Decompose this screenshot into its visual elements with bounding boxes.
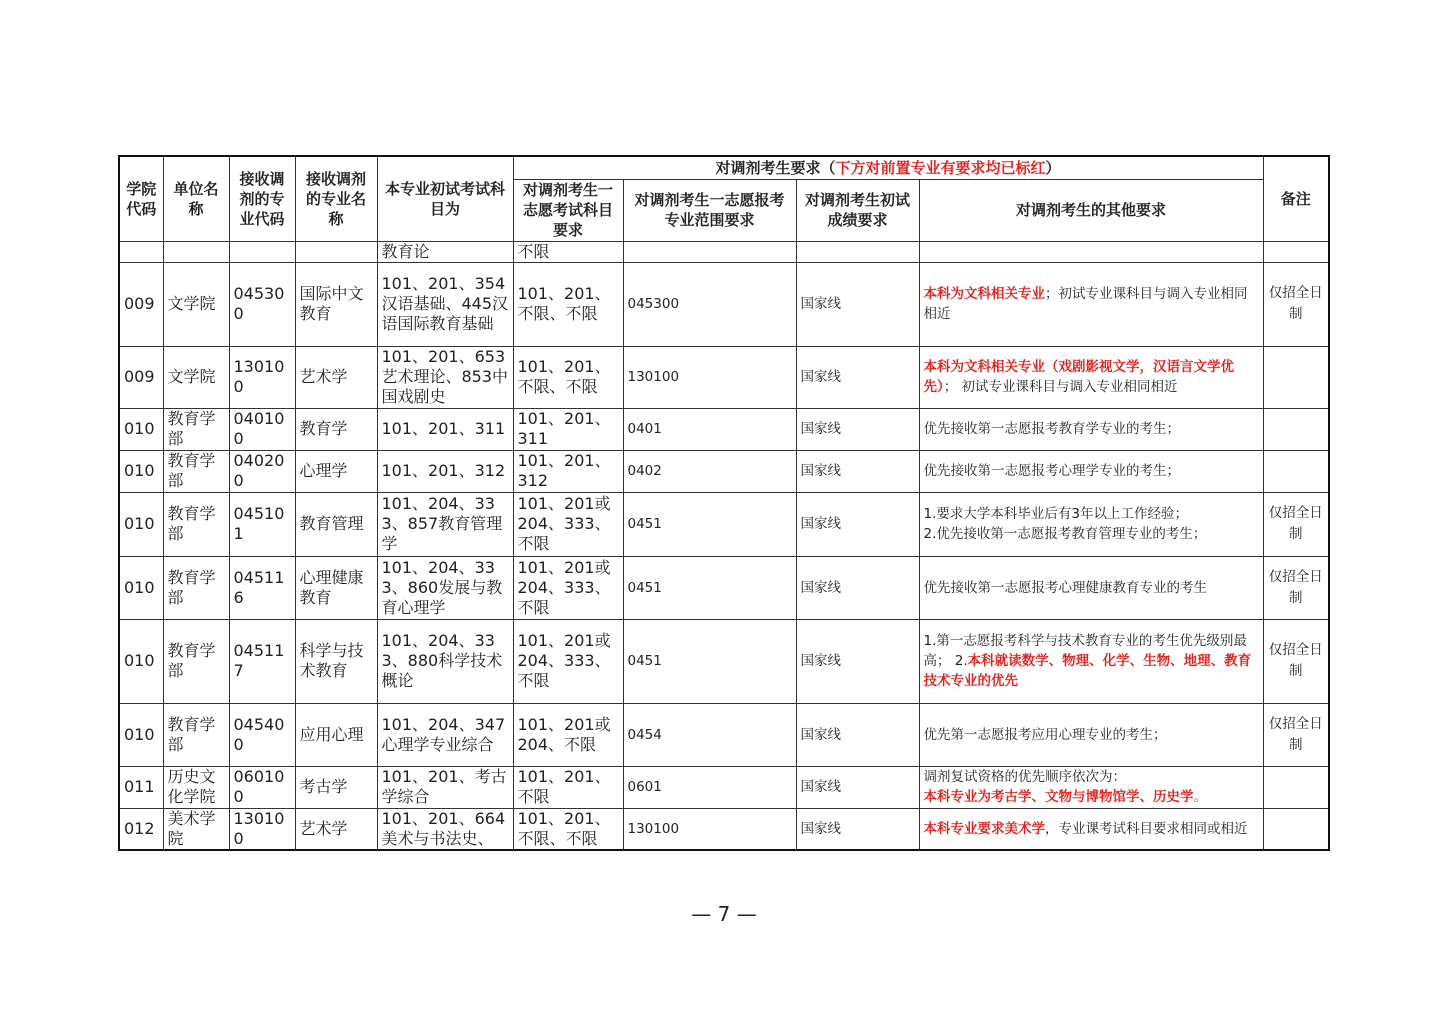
note: [1263, 346, 1329, 408]
table-row: [119, 808, 1329, 850]
req-range: 0451: [623, 492, 796, 556]
header-requirements-group: 对调剂考生要求（下方对前置专业有要求均已标红）: [513, 156, 1263, 179]
req-other: 本科为文科相关专业（戏剧影视文学，汉语言文学优先）； 初试专业课科目与调入专业相同相近: [919, 346, 1263, 408]
exam-subjects: 101、204、333、880科学技术概论: [377, 619, 513, 703]
req-score: 国家线: [796, 703, 919, 766]
table-row: [119, 450, 1329, 492]
req-subjects: 101、201、311: [513, 408, 623, 450]
note: 仅招全日制: [1263, 703, 1329, 766]
carry-subjects: 不限: [513, 241, 623, 262]
exam-subjects: 101、204、333、857教育管理学: [377, 492, 513, 556]
college-code: 010: [119, 703, 163, 766]
req-range: 130100: [623, 808, 796, 850]
college-code: 010: [119, 492, 163, 556]
header-note: 备注: [1263, 156, 1329, 241]
major-name: 应用心理: [295, 703, 377, 766]
table-row: [119, 703, 1329, 766]
note: [1263, 408, 1329, 450]
major-name: 心理健康教育: [295, 556, 377, 619]
req-range: 0401: [623, 408, 796, 450]
req-subjects: 101、201、312: [513, 450, 623, 492]
college-code: 010: [119, 619, 163, 703]
unit-name: 教育学部: [163, 492, 229, 556]
header-req-score: 对调剂考生初试成绩要求: [796, 179, 919, 241]
req-range: 0402: [623, 450, 796, 492]
req-range: 0451: [623, 556, 796, 619]
note: [1263, 450, 1329, 492]
major-code: 060100: [229, 766, 295, 808]
college-code: 009: [119, 346, 163, 408]
req-range: 0601: [623, 766, 796, 808]
header-req-subjects: 对调剂考生一志愿考试科目要求: [513, 179, 623, 241]
college-code: 010: [119, 408, 163, 450]
req-score: 国家线: [796, 262, 919, 346]
header-exam-subjects: 本专业初试考试科目为: [377, 156, 513, 241]
note: 仅招全日制: [1263, 556, 1329, 619]
header-requirements-red-note: 下方对前置专业有要求均已标红: [835, 158, 1046, 177]
req-other: 调剂复试资格的优先顺序依次为： 本科专业为考古学、文物与博物馆学、历史学。: [919, 766, 1263, 808]
major-name: 艺术学: [295, 346, 377, 408]
table-row: [119, 262, 1329, 346]
exam-subjects: 101、204、347心理学专业综合: [377, 703, 513, 766]
req-subjects: 101、201、不限、不限: [513, 808, 623, 850]
major-code: 045116: [229, 556, 295, 619]
major-code: 130100: [229, 808, 295, 850]
unit-name: 教育学部: [163, 450, 229, 492]
major-name: 考古学: [295, 766, 377, 808]
unit-name: 美术学院: [163, 808, 229, 850]
req-other: 1.第一志愿报考科学与技术教育专业的考生优先级别最高； 2.本科就读数学、物理、化学、生物、地理、教育技术专业的优先: [919, 619, 1263, 703]
req-score: 国家线: [796, 408, 919, 450]
college-code: 010: [119, 556, 163, 619]
header-req-range: 对调剂考生一志愿报考专业范围要求: [623, 179, 796, 241]
req-score: 国家线: [796, 346, 919, 408]
major-name: 艺术学: [295, 808, 377, 850]
req-score: 国家线: [796, 450, 919, 492]
unit-name: 教育学部: [163, 408, 229, 450]
req-other: 优先接收第一志愿报考心理健康教育专业的考生: [919, 556, 1263, 619]
unit-name: 历史文化学院: [163, 766, 229, 808]
req-other: 本科为文科相关专业；初试专业课科目与调入专业相同相近: [919, 262, 1263, 346]
unit-name: 文学院: [163, 262, 229, 346]
college-code: 012: [119, 808, 163, 850]
unit-name: 教育学部: [163, 703, 229, 766]
major-code: 040100: [229, 408, 295, 450]
carry-over-row: [119, 241, 1329, 262]
unit-name: 教育学部: [163, 556, 229, 619]
header-unit-name: 单位名称: [163, 156, 229, 241]
note: [1263, 766, 1329, 808]
req-other: 优先第一志愿报考应用心理专业的考生；: [919, 703, 1263, 766]
req-range: 0454: [623, 703, 796, 766]
exam-subjects: 101、204、333、860发展与教育心理学: [377, 556, 513, 619]
exam-subjects: 101、201、311: [377, 408, 513, 450]
req-subjects: 101、201或204、333、不限: [513, 619, 623, 703]
exam-subjects: 101、201、354汉语基础、445汉语国际教育基础: [377, 262, 513, 346]
major-code: 045117: [229, 619, 295, 703]
header-req-other: 对调剂考生的其他要求: [919, 179, 1263, 241]
req-subjects: 101、201、不限: [513, 766, 623, 808]
adjustment-table: [118, 155, 1330, 851]
table-row: [119, 408, 1329, 450]
req-score: 国家线: [796, 766, 919, 808]
table-row: [119, 766, 1329, 808]
header-major-code: 接收调剂的专业代码: [229, 156, 295, 241]
major-code: 040200: [229, 450, 295, 492]
req-subjects: 101、201或204、333、不限: [513, 556, 623, 619]
carry-exam: 教育论: [377, 241, 513, 262]
note: 仅招全日制: [1263, 492, 1329, 556]
note: [1263, 808, 1329, 850]
exam-subjects: 101、201、664美术与书法史、: [377, 808, 513, 850]
req-score: 国家线: [796, 556, 919, 619]
req-other: 优先接收第一志愿报考教育学专业的考生；: [919, 408, 1263, 450]
req-score: 国家线: [796, 492, 919, 556]
exam-subjects: 101、201、考古学综合: [377, 766, 513, 808]
unit-name: 教育学部: [163, 619, 229, 703]
page-number: — 7 —: [691, 902, 757, 926]
table-row: [119, 492, 1329, 556]
table-row: [119, 556, 1329, 619]
note: 仅招全日制: [1263, 262, 1329, 346]
major-code: 045300: [229, 262, 295, 346]
req-other: 优先接收第一志愿报考心理学专业的考生；: [919, 450, 1263, 492]
table-row: [119, 346, 1329, 408]
req-range: 130100: [623, 346, 796, 408]
exam-subjects: 101、201、312: [377, 450, 513, 492]
req-subjects: 101、201、不限、不限: [513, 262, 623, 346]
header-major-name: 接收调剂的专业名称: [295, 156, 377, 241]
req-range: 0451: [623, 619, 796, 703]
college-code: 009: [119, 262, 163, 346]
req-range: 045300: [623, 262, 796, 346]
req-other: 1.要求大学本科毕业后有3年以上工作经验； 2.优先接收第一志愿报考教育管理专业的考生；: [919, 492, 1263, 556]
exam-subjects: 101、201、653艺术理论、853中国戏剧史: [377, 346, 513, 408]
major-name: 国际中文教育: [295, 262, 377, 346]
req-other: 本科专业要求美术学，专业课考试科目要求相同或相近: [919, 808, 1263, 850]
note: 仅招全日制: [1263, 619, 1329, 703]
major-name: 教育管理: [295, 492, 377, 556]
major-code: 045400: [229, 703, 295, 766]
college-code: 010: [119, 450, 163, 492]
major-code: 130100: [229, 346, 295, 408]
req-score: 国家线: [796, 619, 919, 703]
college-code: 011: [119, 766, 163, 808]
req-subjects: 101、201或204、不限: [513, 703, 623, 766]
req-subjects: 101、201、不限、不限: [513, 346, 623, 408]
major-name: 心理学: [295, 450, 377, 492]
table-row: [119, 619, 1329, 703]
header-college-code: 学院代码: [119, 156, 163, 241]
unit-name: 文学院: [163, 346, 229, 408]
major-name: 教育学: [295, 408, 377, 450]
major-code: 045101: [229, 492, 295, 556]
req-score: 国家线: [796, 808, 919, 850]
major-name: 科学与技术教育: [295, 619, 377, 703]
req-subjects: 101、201或204、333、不限: [513, 492, 623, 556]
